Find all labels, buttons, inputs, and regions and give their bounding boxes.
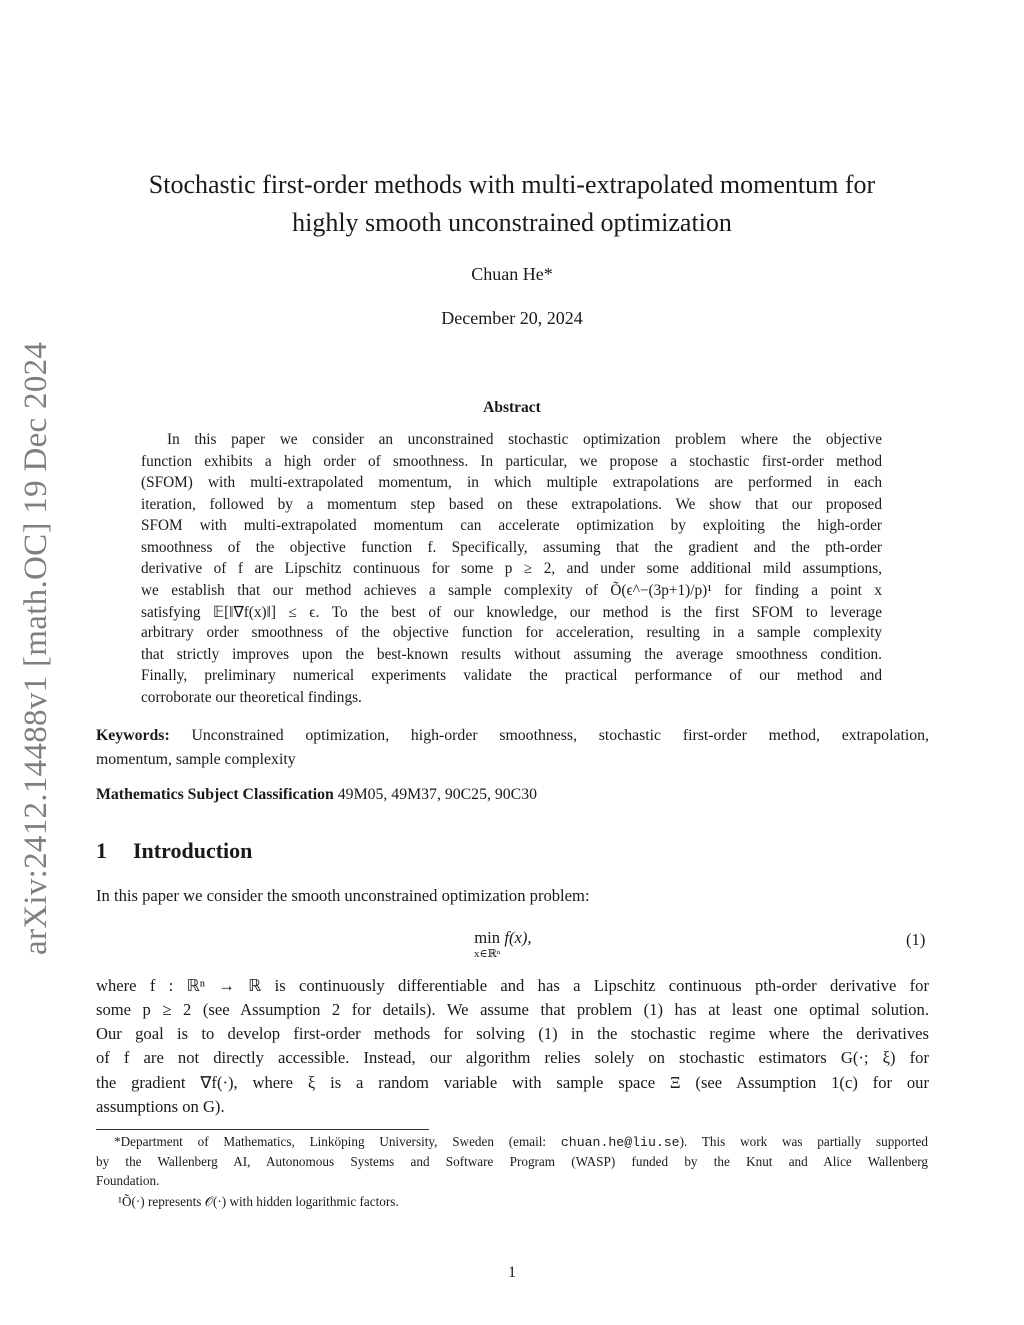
intro-lead: In this paper we consider the smooth unconstrained optimization problem: (96, 886, 590, 905)
intro-line: assumptions on G). (96, 1097, 225, 1116)
footnote-rule (96, 1129, 429, 1130)
abstract-line: satisfying 𝔼[‖∇f(x)‖] ≤ ϵ. To the best of our knowledge, our method is the first SFOM to leverage (141, 604, 882, 621)
msc (96, 786, 929, 804)
equation-number: (1) (906, 930, 926, 949)
abstract-line: smoothness of the objective function f. Specifically, assuming that the gradient and the pth-order (141, 539, 882, 556)
page-number: 1 (508, 1264, 516, 1281)
keywords-cont: momentum, sample complexity (96, 751, 296, 768)
intro-line: some p ≥ 2 (see Assumption 2 for details). We assume that problem (1) has at least one optimal solution. (96, 1000, 929, 1019)
abstract-line: that strictly improves upon the best-known results without assuming the average smoothness condition. (141, 646, 882, 663)
abstract-line: we establish that our method achieves a sample complexity of Õ(ϵ^−(3p+1)/p)¹ for finding a point x (141, 582, 882, 599)
abstract-heading: Abstract (483, 399, 541, 416)
abstract-line: corroborate our theoretical findings. (141, 689, 362, 706)
paper-title (0, 166, 1024, 242)
equation-body: f(x), (504, 928, 532, 947)
section-number: 1 (96, 838, 107, 863)
footnote-1 (96, 1134, 928, 1150)
abstract-line: derivative of f are Lipschitz continuous for some p ≥ 2, and under some additional mild assumptions, (141, 560, 882, 577)
abstract-line: function exhibits a high order of smoothness. In particular, we propose a stochastic first-order method (141, 453, 882, 470)
section-title: Introduction (133, 838, 253, 863)
author-email: chuan.he@liu.se (560, 1135, 680, 1150)
keywords-text: Unconstrained optimization, high-order smoothness, stochastic first-order method, extrapolation, (191, 727, 929, 744)
keywords-label: Keywords: (96, 727, 170, 744)
abstract-line: iteration, followed by a momentum step based on these extrapolations. We show that our proposed (141, 496, 882, 513)
section-heading (96, 838, 252, 864)
intro-line: the gradient ∇f(·), where ξ is a random variable with sample space Ξ (see Assumption 1(c) for our (96, 1073, 929, 1092)
intro-line: of f are not directly accessible. Instead, our algorithm relies solely on stochastic estimators G(·; ξ) for (96, 1048, 929, 1067)
footnote-text: *Department of Mathematics, Linköping University, Sweden (email: (114, 1134, 561, 1149)
footnote-text: ). This work was partially supported (679, 1134, 928, 1149)
msc-label: Mathematics Subject Classification (96, 786, 334, 803)
msc-value: 49M05, 49M37, 90C25, 90C30 (337, 786, 538, 803)
intro-line: where f : ℝⁿ → ℝ is continuously differentiable and has a Lipschitz continuous pth-order derivative for (96, 976, 929, 995)
footnote-1-line3: Foundation. (96, 1173, 160, 1188)
abstract-line: SFOM with multi-extrapolated momentum can accelerate optimization by exploiting the high-order (141, 517, 882, 534)
title-line: Stochastic first-order methods with multi-extrapolated momentum for (148, 170, 876, 199)
footnote-1-line2: by the Wallenberg AI, Autonomous Systems and Software Program (WASP) funded by the Knut and Alice Wallenberg (96, 1154, 928, 1169)
keywords (96, 727, 929, 745)
abstract-line: Finally, preliminary numerical experiments validate the practical performance of our method and (141, 667, 882, 684)
equation-1 (474, 928, 532, 968)
author: Chuan He* (471, 264, 553, 284)
equation-min: min (474, 928, 501, 947)
equation-subscript: x∈ℝⁿ (474, 948, 501, 960)
abstract-line: arbitrary order smoothness of the objective function for acceleration, resulting in a sample complexity (141, 624, 882, 641)
date: December 20, 2024 (441, 308, 583, 328)
title-line: highly smooth unconstrained optimization (292, 208, 732, 237)
footnote-2: ¹Õ(·) represents 𝒪(·) with hidden logarithmic factors. (118, 1194, 399, 1209)
abstract-line: In this paper we consider an unconstrained stochastic optimization problem where the objective (167, 431, 882, 448)
abstract-line: (SFOM) with multi-extrapolated momentum, in which multiple extrapolations are performed in each (141, 474, 882, 491)
arxiv-stamp: arXiv:2412.14488v1 [math.OC] 19 Dec 2024 (18, 341, 54, 955)
intro-line: Our goal is to develop first-order methods for solving (1) in the stochastic regime where the derivatives (96, 1024, 929, 1043)
